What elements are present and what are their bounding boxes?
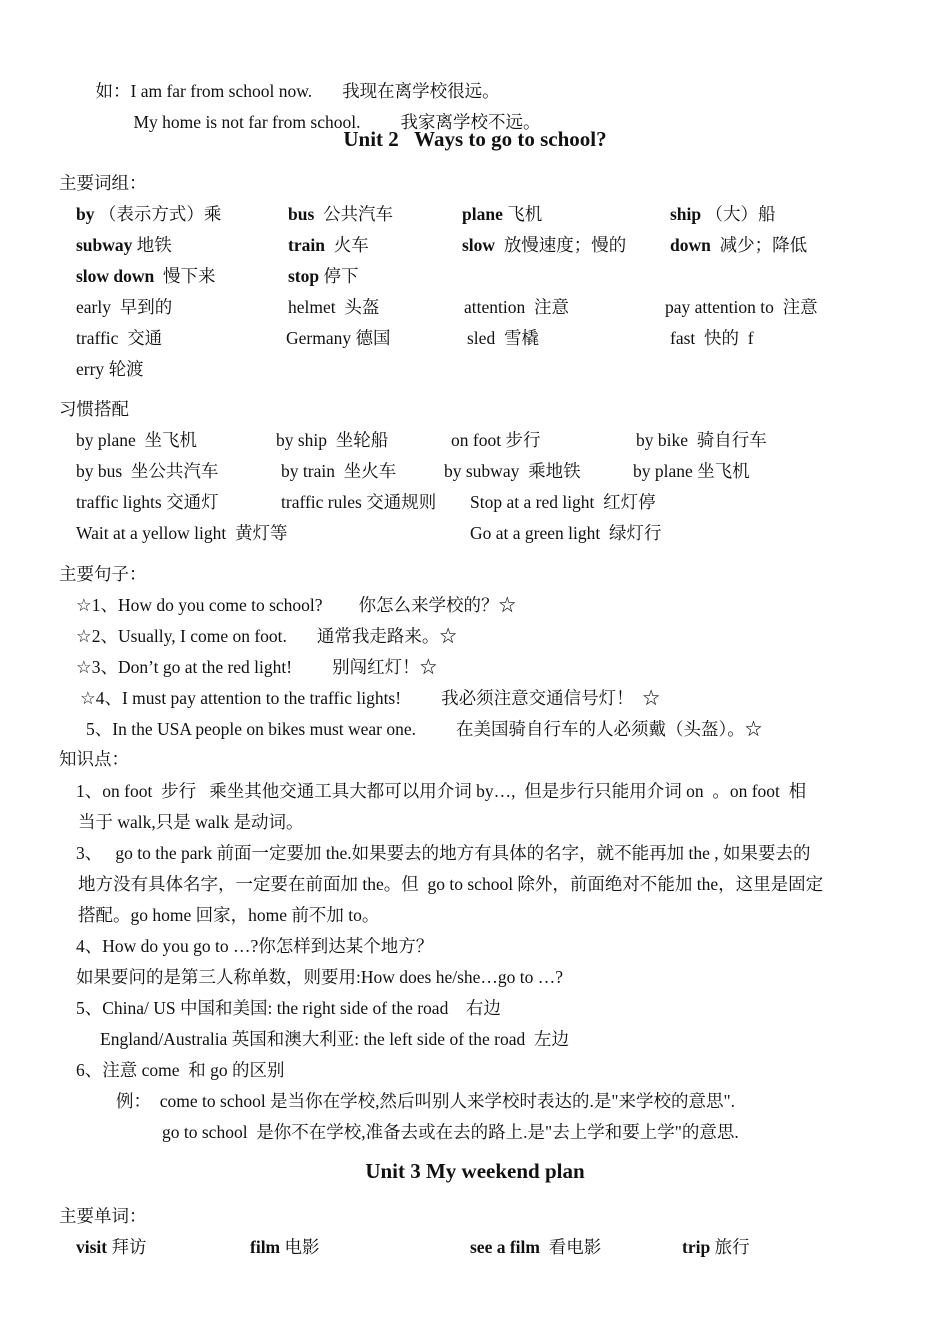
- vocab-item: [670, 234, 807, 256]
- collocation-item: by bus 坐公共汽车: [76, 461, 219, 481]
- vocab-meaning: 公共汽车: [314, 204, 394, 224]
- vocab-word: bus: [288, 204, 315, 224]
- vocab-meaning: 交通: [118, 328, 163, 348]
- unit3-word-item: [682, 1236, 750, 1258]
- knowledge-heading: 知识点：: [59, 749, 129, 769]
- example-en: 如：I am far from school now.: [95, 81, 313, 101]
- vocab-word: stop: [288, 266, 320, 286]
- vocab-item: [464, 296, 569, 318]
- vocab-item: [76, 358, 144, 380]
- vocab-meaning: 减少；降低: [710, 235, 808, 255]
- vocab-meaning: 注意: [525, 297, 569, 317]
- sentence-en: ☆3、Don’t go at the red light!: [76, 657, 293, 677]
- knowledge-line: 例： come to school 是当你在学校,然后叫别人来学校时表达的.是"来学校的意思".: [116, 1091, 735, 1111]
- vocab-word: early: [76, 297, 111, 317]
- sentence-zh: 我必须注意交通信号灯！ ☆: [441, 688, 660, 708]
- vocab-item: [286, 327, 391, 349]
- sentence-en: ☆1、How do you come to school?: [76, 595, 323, 615]
- collocation-item: on foot 步行: [451, 430, 541, 450]
- unit3-word: visit: [76, 1237, 108, 1257]
- collocation-item: by bike 骑自行车: [636, 430, 767, 450]
- vocab-word: train: [288, 235, 325, 255]
- vocab-item: [76, 234, 172, 256]
- vocab-meaning: 雪橇: [495, 328, 539, 348]
- vocab-word: Germany: [286, 328, 352, 348]
- unit3-word: trip: [682, 1237, 711, 1257]
- vocab-item: [76, 327, 162, 349]
- unit3-word-item: [76, 1236, 147, 1258]
- unit3-word-item: [470, 1236, 601, 1258]
- unit3-word: film: [250, 1237, 281, 1257]
- vocab-meaning: 火车: [324, 235, 369, 255]
- vocab-word: down: [670, 235, 711, 255]
- vocab-meaning: 飞机: [502, 204, 543, 224]
- vocab-meaning: 注意: [773, 297, 818, 317]
- vocab-item: [288, 234, 369, 256]
- vocab-word: traffic: [76, 328, 119, 348]
- vocab-heading: 主要词组：: [59, 173, 147, 193]
- knowledge-line: 6、注意 come 和 go 的区别: [76, 1060, 285, 1080]
- sentence-line: [76, 625, 457, 647]
- vocab-item: [670, 327, 754, 349]
- vocab-meaning: 快的 f: [695, 328, 754, 348]
- vocab-meaning: 停下: [319, 266, 359, 286]
- vocab-word: erry: [76, 359, 105, 379]
- vocab-item: [462, 203, 542, 225]
- sentence-line: [76, 656, 437, 678]
- knowledge-line: 4、How do you go to …?你怎样到达某个地方？: [76, 936, 434, 956]
- vocab-word: ship: [670, 204, 702, 224]
- example-zh: 我家离学校不远。: [400, 112, 541, 132]
- unit3-meaning: 电影: [280, 1237, 320, 1257]
- knowledge-line: 如果要问的是第三人称单数，则要用:How does he/she…go to …?: [76, 967, 564, 987]
- vocab-word: pay attention to: [665, 297, 774, 317]
- knowledge-line: 搭配。go home 回家，home 前不加 to。: [78, 905, 380, 925]
- vocab-meaning: 轮渡: [104, 359, 144, 379]
- sentence-en: 5、In the USA people on bikes must wear one.: [86, 719, 417, 739]
- collocation-item: by plane 坐飞机: [76, 430, 198, 450]
- sentence-zh: 你怎么来学校的？☆: [358, 595, 517, 615]
- example-en: My home is not far from school.: [133, 112, 361, 132]
- knowledge-line: 1、on foot 步行 乘坐其他交通工具大都可以用介词 by…, 但是步行只能用介词 on 。on foot 相: [76, 781, 807, 801]
- vocab-item: [467, 327, 539, 349]
- unit3-word: see a film: [470, 1237, 540, 1257]
- vocab-word: attention: [464, 297, 526, 317]
- knowledge-line: 地方没有具体名字，一定要在前面加 the。但 go to school 除外，前面绝对不能加 the，这里是固定: [78, 874, 824, 894]
- sentence-en: ☆4、I must pay attention to the traffic lights!: [80, 688, 402, 708]
- vocab-item: [288, 203, 393, 225]
- vocab-word: helmet: [288, 297, 336, 317]
- vocab-item: [670, 203, 776, 225]
- sentence-zh: 通常我走路来。☆: [316, 626, 457, 646]
- unit3-title: Unit 3 My weekend plan: [365, 1159, 585, 1183]
- sentence-line: [80, 687, 660, 709]
- collocation-item: by train 坐火车: [281, 461, 397, 481]
- vocab-item: [288, 296, 379, 318]
- collocation-item: Stop at a red light 红灯停: [470, 492, 656, 512]
- knowledge-line: go to school 是你不在学校,准备去或在去的路上.是"去上学和要上学"的意思.: [162, 1122, 739, 1142]
- vocab-word: slow: [462, 235, 496, 255]
- sentence-heading: 主要句子：: [59, 564, 147, 584]
- vocab-item: [76, 265, 216, 287]
- sentence-line: [86, 718, 762, 740]
- sentence-en: ☆2、Usually, I come on foot.: [76, 626, 287, 646]
- unit2-title: Unit 2 Ways to go to school?: [343, 127, 607, 151]
- vocab-meaning: 德国: [351, 328, 391, 348]
- vocab-meaning: 早到的: [110, 297, 173, 317]
- vocab-meaning: 放慢速度；慢的: [495, 235, 627, 255]
- vocab-word: slow down: [76, 266, 155, 286]
- vocab-word: plane: [462, 204, 503, 224]
- vocab-meaning: （表示方式）乘: [94, 204, 222, 224]
- collocation-item: by subway 乘地铁: [444, 461, 581, 481]
- vocab-meaning: 地铁: [132, 235, 172, 255]
- vocab-word: by: [76, 204, 95, 224]
- collocation-item: by plane 坐飞机: [633, 461, 750, 481]
- collocation-item: Go at a green light 绿灯行: [470, 523, 662, 543]
- collocation-item: Wait at a yellow light 黄灯等: [76, 523, 288, 543]
- knowledge-line: England/Australia 英国和澳大利亚: the left side of the road 左边: [100, 1029, 570, 1049]
- sentence-zh: 别闯红灯！☆: [332, 657, 438, 677]
- unit3-meaning: 拜访: [107, 1237, 147, 1257]
- vocab-meaning: 头盔: [335, 297, 380, 317]
- collocation-item: traffic rules 交通规则: [281, 492, 437, 512]
- vocab-word: subway: [76, 235, 133, 255]
- vocab-meaning: （大）船: [701, 204, 776, 224]
- vocab-item: [288, 265, 359, 287]
- knowledge-line: 5、China/ US 中国和美国: the right side of the road 右边: [76, 998, 501, 1018]
- vocab-item: [76, 203, 221, 225]
- unit3-meaning: 旅行: [710, 1237, 750, 1257]
- vocab-word: sled: [467, 328, 496, 348]
- collocation-item: by ship 坐轮船: [276, 430, 389, 450]
- knowledge-line: 3、 go to the park 前面一定要加 the.如果要去的地方有具体的名字，就不能再加 the , 如果要去的: [76, 843, 811, 863]
- collocation-heading: 习惯搭配: [59, 399, 129, 419]
- vocab-word: fast: [670, 328, 696, 348]
- vocab-item: [76, 296, 172, 318]
- collocation-item: traffic lights 交通灯: [76, 492, 219, 512]
- example-zh: 我现在离学校很远。: [342, 81, 500, 101]
- unit3-word-item: [250, 1236, 320, 1258]
- knowledge-line: 当于 walk,只是 walk 是动词。: [78, 812, 304, 832]
- sentence-zh: 在美国骑自行车的人必须戴（头盔）。☆: [456, 719, 763, 739]
- unit3-meaning: 看电影: [539, 1237, 602, 1257]
- vocab-meaning: 慢下来: [154, 266, 216, 286]
- vocab-item: [462, 234, 626, 256]
- vocab-item: [665, 296, 818, 318]
- words-heading: 主要单词：: [59, 1206, 147, 1226]
- sentence-line: [76, 594, 516, 616]
